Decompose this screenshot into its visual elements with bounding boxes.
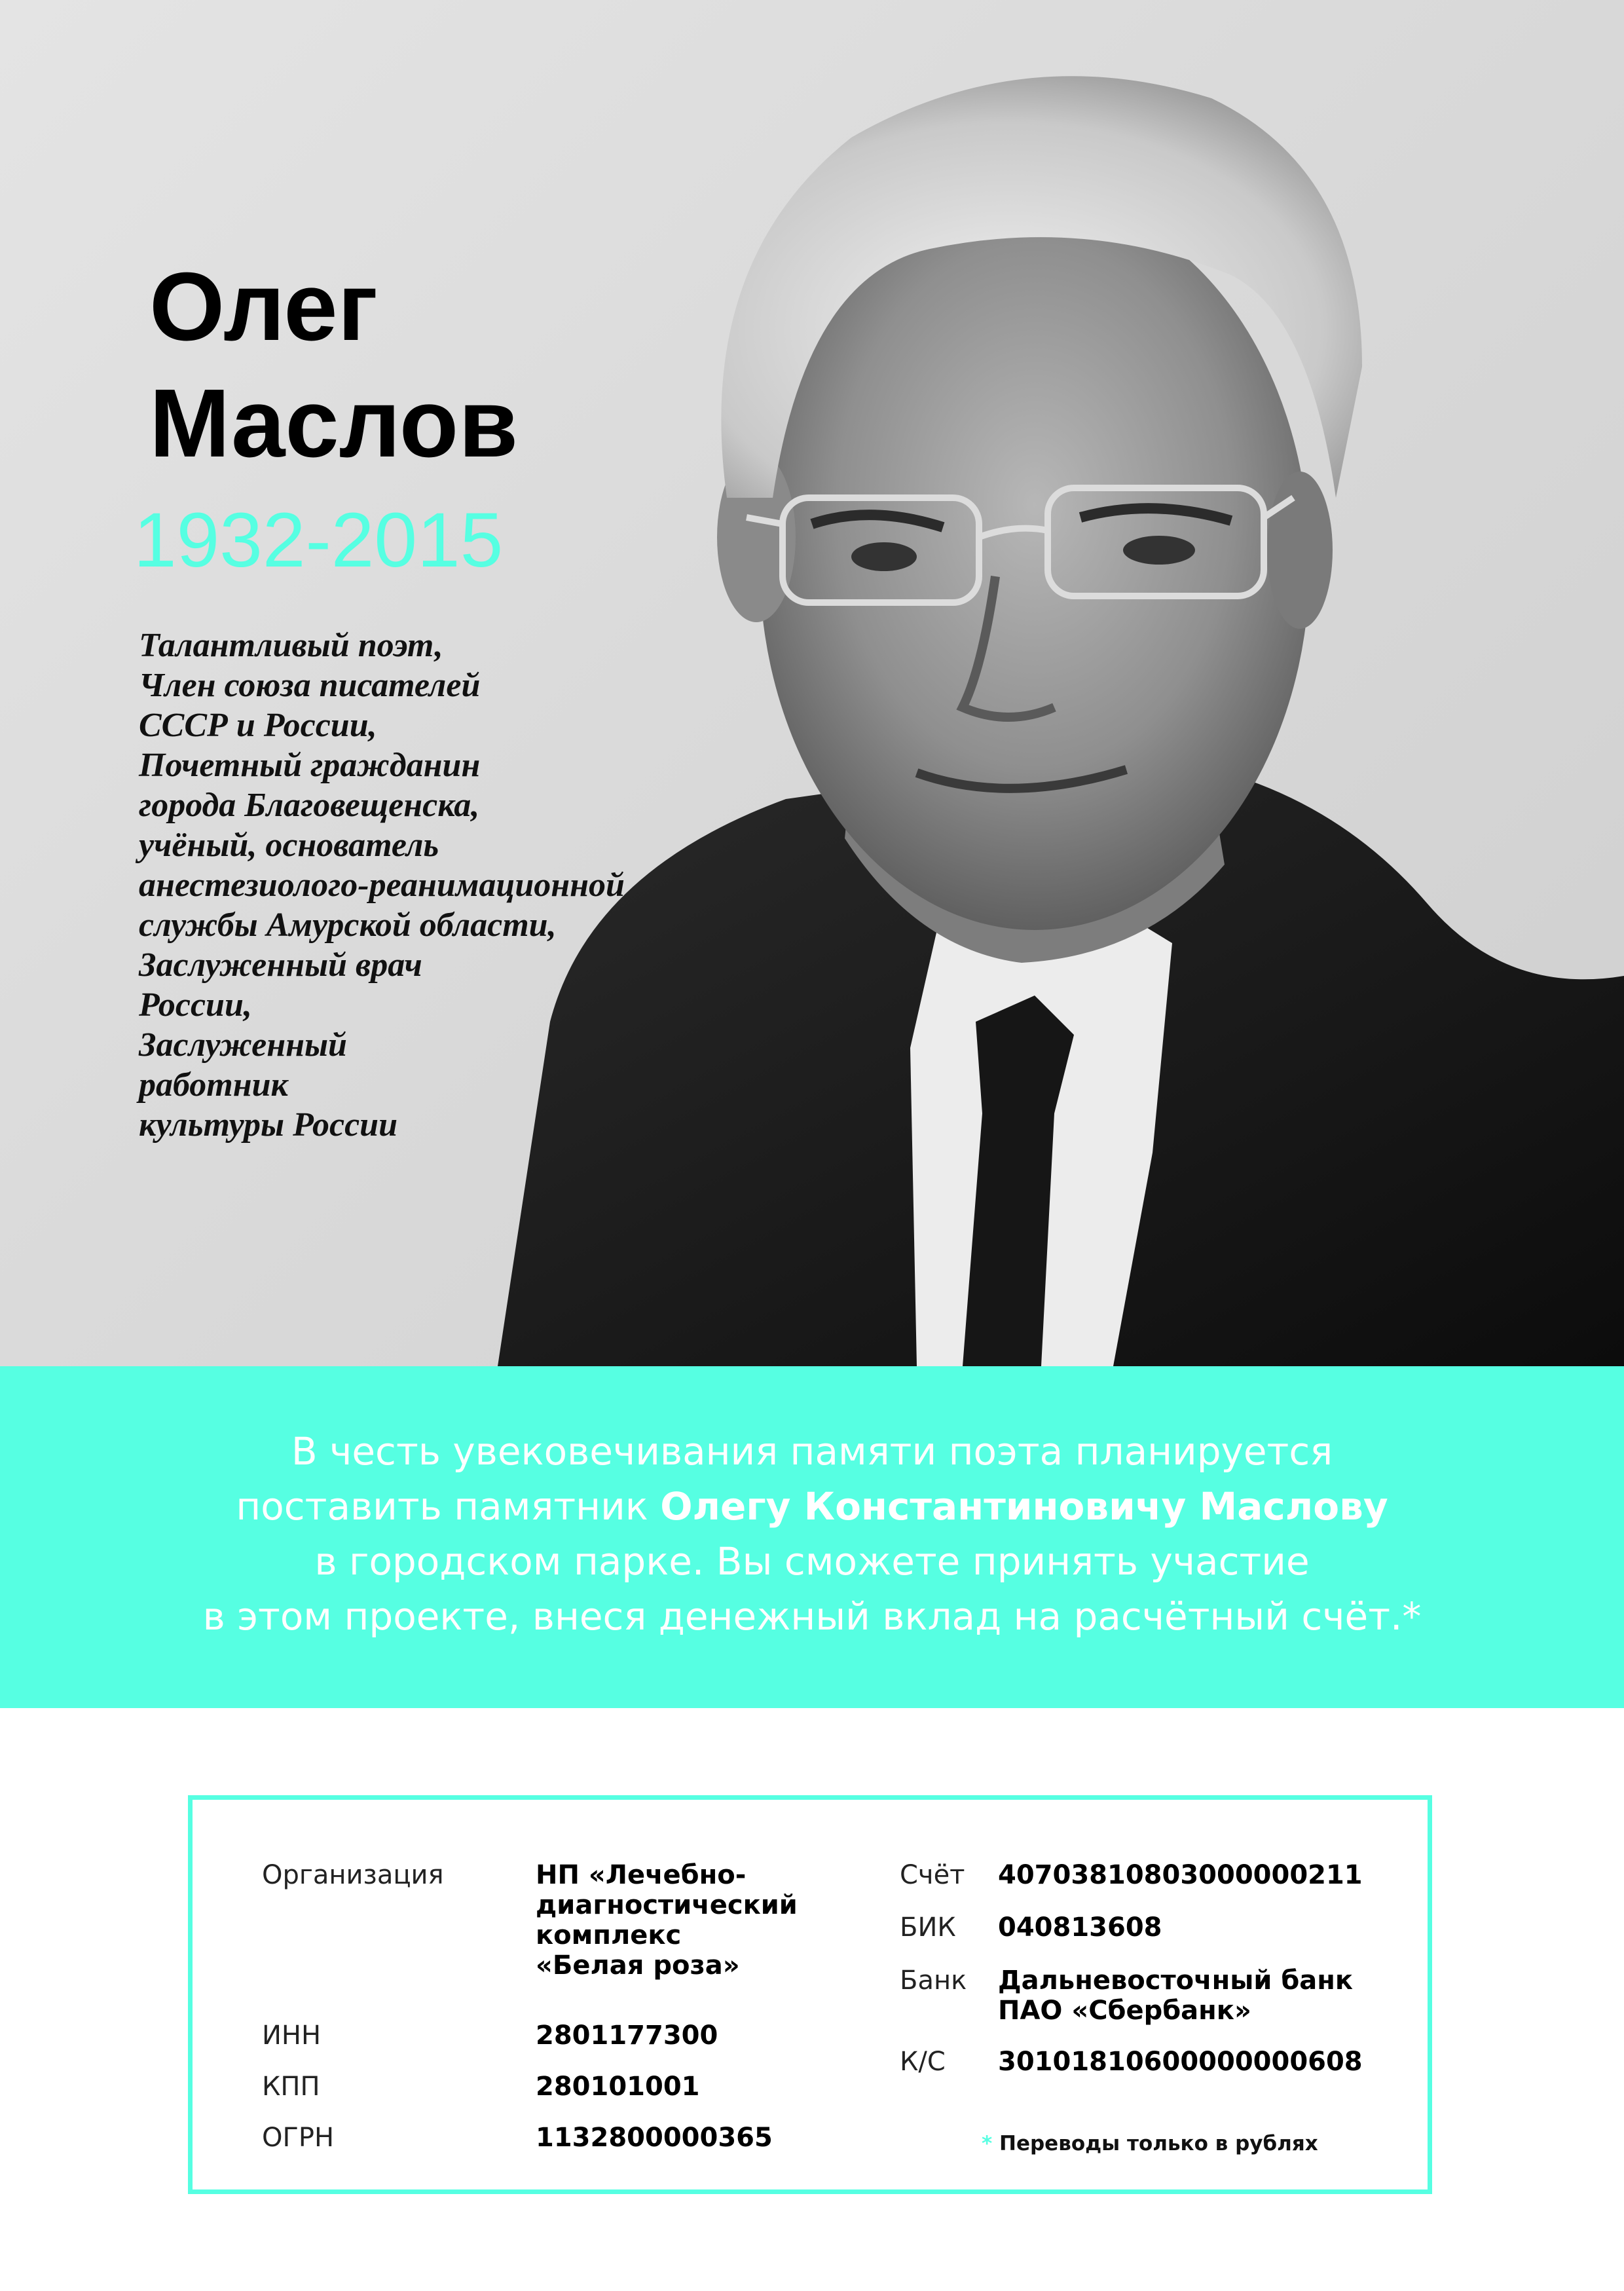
bio-line: службы Амурской области, <box>139 906 557 944</box>
bank-value-line: Дальневосточный банк <box>998 1965 1354 1996</box>
rubles-note <box>982 2132 1318 2155</box>
account-value[interactable]: 40703810803000000211 <box>998 1860 1363 1890</box>
announcement-band <box>0 1366 1624 1708</box>
announcement-honoree: Олегу Константиновичу Маслову <box>660 1484 1388 1529</box>
announcement-line <box>0 1479 1624 1534</box>
ks-label: К/С <box>900 2047 946 2077</box>
note-asterisk: * <box>982 2132 993 2155</box>
bik-label: БИК <box>900 1912 956 1943</box>
bio-line: анестезиолого-реанимационной <box>139 866 625 904</box>
org-value-line: НП «Лечебно- <box>536 1860 747 1890</box>
org-value-line: «Белая роза» <box>536 1950 740 1981</box>
bio-line: культуры России <box>139 1106 398 1144</box>
bank-label: Банк <box>900 1965 967 1996</box>
name-first: Олег <box>149 253 378 361</box>
note-text: Переводы только в рублях <box>992 2132 1318 2155</box>
org-value <box>536 1860 798 1981</box>
bio-line: работник <box>139 1066 288 1104</box>
announcement-line2-start: поставить памятник <box>236 1484 661 1529</box>
bio-line: Почетный гражданин <box>139 747 481 784</box>
biography <box>139 625 794 1145</box>
bio-line: СССР и России, <box>139 707 377 744</box>
life-years: 1932-2015 <box>134 497 504 584</box>
kpp-label: КПП <box>262 2072 320 2102</box>
bio-line: учёный, основатель <box>139 827 439 864</box>
bank-details-box <box>188 1795 1432 2194</box>
announcement-line: В честь увековечивания памяти поэта планируется <box>291 1429 1333 1474</box>
announcement-line: в городском парке. Вы сможете принять участие <box>314 1539 1310 1584</box>
ks-value[interactable]: 30101810600000000608 <box>998 2047 1363 2077</box>
bank-value-line: ПАО «Сбербанк» <box>998 1996 1251 2026</box>
announcement-line: в этом проекте, внеся денежный вклад на расчётный счёт.* <box>202 1594 1422 1639</box>
inn-value[interactable]: 2801177300 <box>536 2021 718 2051</box>
bio-line: России, <box>139 986 252 1024</box>
bank-value <box>998 1965 1353 2026</box>
inn-label: ИНН <box>262 2021 322 2051</box>
ogrn-label: ОГРН <box>262 2123 335 2153</box>
org-value-line: комплекс <box>536 1920 682 1950</box>
kpp-value[interactable]: 280101001 <box>536 2072 700 2102</box>
bio-line: Член союза писателей <box>139 667 481 704</box>
person-name <box>149 249 518 482</box>
announcement-text <box>0 1424 1624 1644</box>
org-value-line: диагностический <box>536 1890 798 1920</box>
ogrn-value[interactable]: 1132800000365 <box>536 2123 773 2153</box>
bio-line: города Благовещенска, <box>139 787 480 824</box>
bik-value[interactable]: 040813608 <box>998 1912 1162 1943</box>
name-last: Маслов <box>149 369 519 477</box>
account-label: Счёт <box>900 1860 965 1890</box>
bio-line: Заслуженный <box>139 1026 347 1064</box>
bio-line: Талантливый поэт, <box>139 627 443 664</box>
org-label: Организация <box>262 1860 444 1890</box>
bio-line: Заслуженный врач <box>139 946 422 984</box>
